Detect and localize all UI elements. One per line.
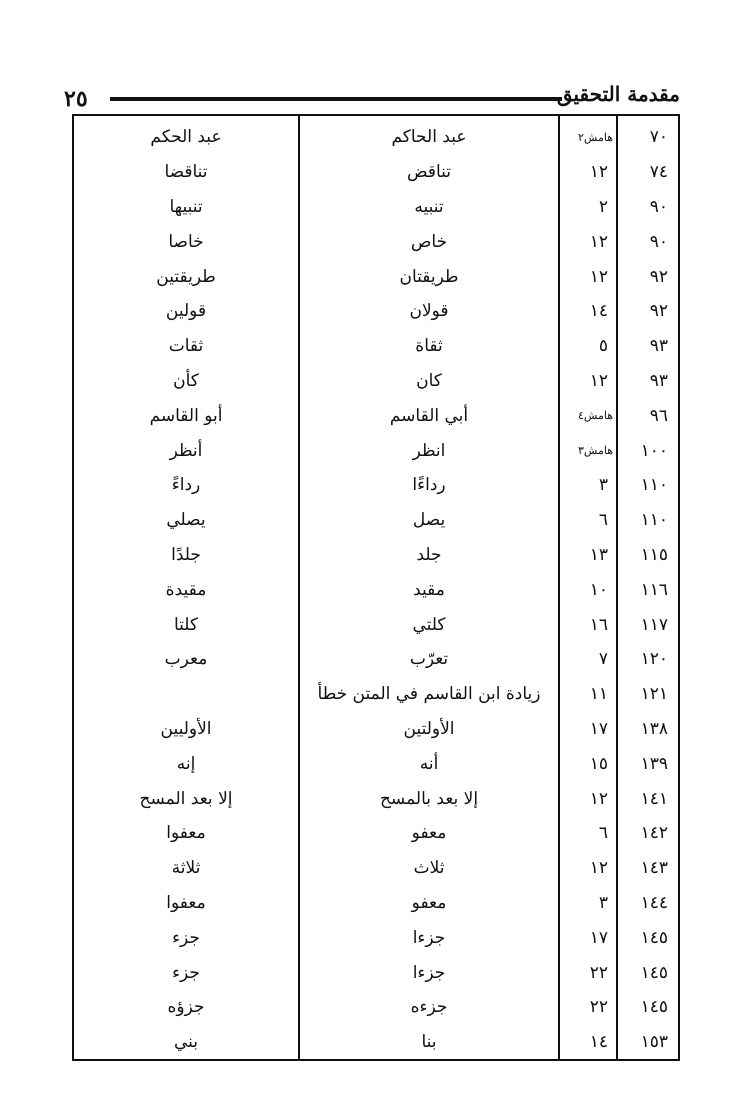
line-cell: ١٢ <box>589 162 608 183</box>
line-cell: ٦ <box>598 510 608 531</box>
header-rule <box>110 97 562 101</box>
line-cell: ١٥ <box>589 753 608 774</box>
table-row <box>74 433 678 468</box>
correction-cell: جزء <box>172 962 200 983</box>
original-cell: انظر <box>412 440 446 461</box>
original-cell: إلا بعد بالمسح <box>379 788 479 809</box>
original-cell: زيادة ابن القاسم في المتن خطأ <box>317 684 541 705</box>
original-cell: قولان <box>409 301 449 322</box>
table-row <box>74 607 678 642</box>
line-cell: ٧ <box>598 649 608 670</box>
correction-cell: جزؤه <box>167 997 205 1018</box>
original-cell: ثلاث <box>413 858 445 879</box>
table-row <box>74 886 678 921</box>
table-row <box>74 677 678 712</box>
page-cell: ٧٤ <box>649 162 668 183</box>
correction-cell: الأوليين <box>160 718 212 739</box>
original-cell: كلتي <box>412 614 446 635</box>
line-cell: ١٧ <box>589 718 608 739</box>
original-cell: جزءه <box>410 997 448 1018</box>
page-cell: ١١٠ <box>640 510 668 531</box>
correction-cell: طريقتين <box>156 266 216 287</box>
page-cell: ١١٧ <box>640 614 668 635</box>
original-cell: جلد <box>416 544 442 565</box>
line-cell: ٢ <box>598 196 608 217</box>
table-row <box>74 190 678 225</box>
line-cell: هامش٢ <box>578 130 613 144</box>
line-cell: ١٠ <box>589 579 608 600</box>
correction-cell: ثقات <box>168 336 204 357</box>
line-cell: ١٢ <box>589 370 608 391</box>
line-cell: ١٢ <box>589 231 608 252</box>
correction-cell: خاصا <box>168 231 204 252</box>
original-cell: الأولتين <box>403 718 455 739</box>
original-cell: بنا <box>421 1032 437 1053</box>
line-cell: ١٢ <box>589 788 608 809</box>
correction-cell: مقيدة <box>165 579 207 600</box>
page-cell: ٩٢ <box>649 266 668 287</box>
line-cell: ١٧ <box>589 927 608 948</box>
table-row <box>74 468 678 503</box>
original-cell: تناقض <box>407 162 451 183</box>
page-cell: ١١٦ <box>640 579 668 600</box>
table-row <box>74 712 678 747</box>
line-cell: ٣ <box>598 475 608 496</box>
correction-cell: عبد الحكم <box>150 127 222 148</box>
correction-cell: رداءً <box>171 475 201 496</box>
table-row <box>74 1025 678 1060</box>
page-cell: ١٤٥ <box>640 927 668 948</box>
original-cell: ثقاة <box>415 336 443 357</box>
line-cell: ٦ <box>598 823 608 844</box>
page-cell: ١٤٢ <box>640 823 668 844</box>
line-cell: ١٢ <box>589 858 608 879</box>
table-row <box>74 398 678 433</box>
original-cell: معفو <box>411 823 447 844</box>
original-cell: جزءا <box>412 962 446 983</box>
table-row <box>74 990 678 1025</box>
correction-cell: كلتا <box>173 614 199 635</box>
table-row <box>74 955 678 990</box>
line-cell: هامش٣ <box>578 444 613 458</box>
correction-cell: تنبيها <box>169 196 203 217</box>
page-cell: ١٣٩ <box>640 753 668 774</box>
table-row <box>74 155 678 190</box>
page-cell: ١٤٥ <box>640 962 668 983</box>
original-cell: رداءًا <box>412 475 446 496</box>
correction-cell: أنظر <box>169 440 203 461</box>
table-row <box>74 642 678 677</box>
line-cell: ٥ <box>598 336 608 357</box>
table-row <box>74 224 678 259</box>
correction-cell: جلدًا <box>171 544 201 565</box>
correction-cell: معفوا <box>166 823 206 844</box>
correction-cell: كأن <box>173 370 199 391</box>
running-title: مقدمة التحقيق <box>556 82 680 106</box>
table-row <box>74 120 678 155</box>
page-cell: ١٤٣ <box>640 858 668 879</box>
line-cell: ١١ <box>589 684 608 705</box>
line-cell: ٣ <box>598 892 608 913</box>
page-cell: ١٣٨ <box>640 718 668 739</box>
table-row <box>74 746 678 781</box>
correction-cell <box>74 677 298 712</box>
correction-cell: معفوا <box>166 892 206 913</box>
table-row <box>74 329 678 364</box>
page-cell: ١١٥ <box>640 544 668 565</box>
table-row <box>74 851 678 886</box>
correction-cell: إنه <box>176 753 196 774</box>
table-row <box>74 781 678 816</box>
page-number: ٢٥ <box>64 86 88 112</box>
correction-cell: أبو القاسم <box>149 405 223 426</box>
original-cell: جزءا <box>412 927 446 948</box>
correction-cell: تناقضا <box>164 162 208 183</box>
original-cell: طريقتان <box>399 266 459 287</box>
line-cell: هامش٤ <box>578 409 613 423</box>
errata-table <box>72 114 680 1061</box>
table-row <box>74 538 678 573</box>
original-cell: مقيد <box>413 579 445 600</box>
original-cell: تعرّب <box>409 649 449 670</box>
page-cell: ١٤٤ <box>640 892 668 913</box>
original-cell: معفو <box>411 892 447 913</box>
correction-cell: جزء <box>172 927 200 948</box>
page-cell: ١٥٣ <box>640 1032 668 1053</box>
table-row <box>74 259 678 294</box>
correction-cell: يصلي <box>166 510 206 531</box>
page-cell: ٩٣ <box>649 336 668 357</box>
original-cell: يصل <box>412 510 446 531</box>
original-cell: عبد الحاكم <box>391 127 467 148</box>
line-cell: ١٤ <box>589 301 608 322</box>
line-cell: ٢٢ <box>589 997 608 1018</box>
page-cell: ١٠٠ <box>640 440 668 461</box>
page-cell: ١٢٠ <box>640 649 668 670</box>
correction-cell: قولين <box>165 301 207 322</box>
correction-cell: ثلاثة <box>171 858 201 879</box>
correction-cell: إلا بعد المسح <box>139 788 233 809</box>
page-cell: ١٤٥ <box>640 997 668 1018</box>
page-cell: ٩٢ <box>649 301 668 322</box>
correction-cell: بني <box>173 1032 199 1053</box>
page-cell: ٩٦ <box>649 405 668 426</box>
table-row <box>74 364 678 399</box>
table-row <box>74 503 678 538</box>
original-cell: أبي القاسم <box>389 405 469 426</box>
table-row <box>74 294 678 329</box>
original-cell: أنه <box>419 753 439 774</box>
page-cell: ١١٠ <box>640 475 668 496</box>
page-cell: ٩٠ <box>649 231 668 252</box>
original-cell: خاص <box>410 231 448 252</box>
table-row <box>74 920 678 955</box>
line-cell: ٢٢ <box>589 962 608 983</box>
correction-cell: معرب <box>164 649 208 670</box>
original-cell: كان <box>416 370 442 391</box>
page-cell: ٩٣ <box>649 370 668 391</box>
line-cell: ١٢ <box>589 266 608 287</box>
line-cell: ١٣ <box>589 544 608 565</box>
line-cell: ١٤ <box>589 1032 608 1053</box>
page-cell: ٧٠ <box>649 127 668 148</box>
table-row <box>74 816 678 851</box>
line-cell: ١٦ <box>589 614 608 635</box>
page-cell: ١٢١ <box>640 684 668 705</box>
table-row <box>74 572 678 607</box>
page-cell: ١٤١ <box>640 788 668 809</box>
original-cell: تنبيه <box>414 196 444 217</box>
page-cell: ٩٠ <box>649 196 668 217</box>
page-header <box>0 0 746 110</box>
